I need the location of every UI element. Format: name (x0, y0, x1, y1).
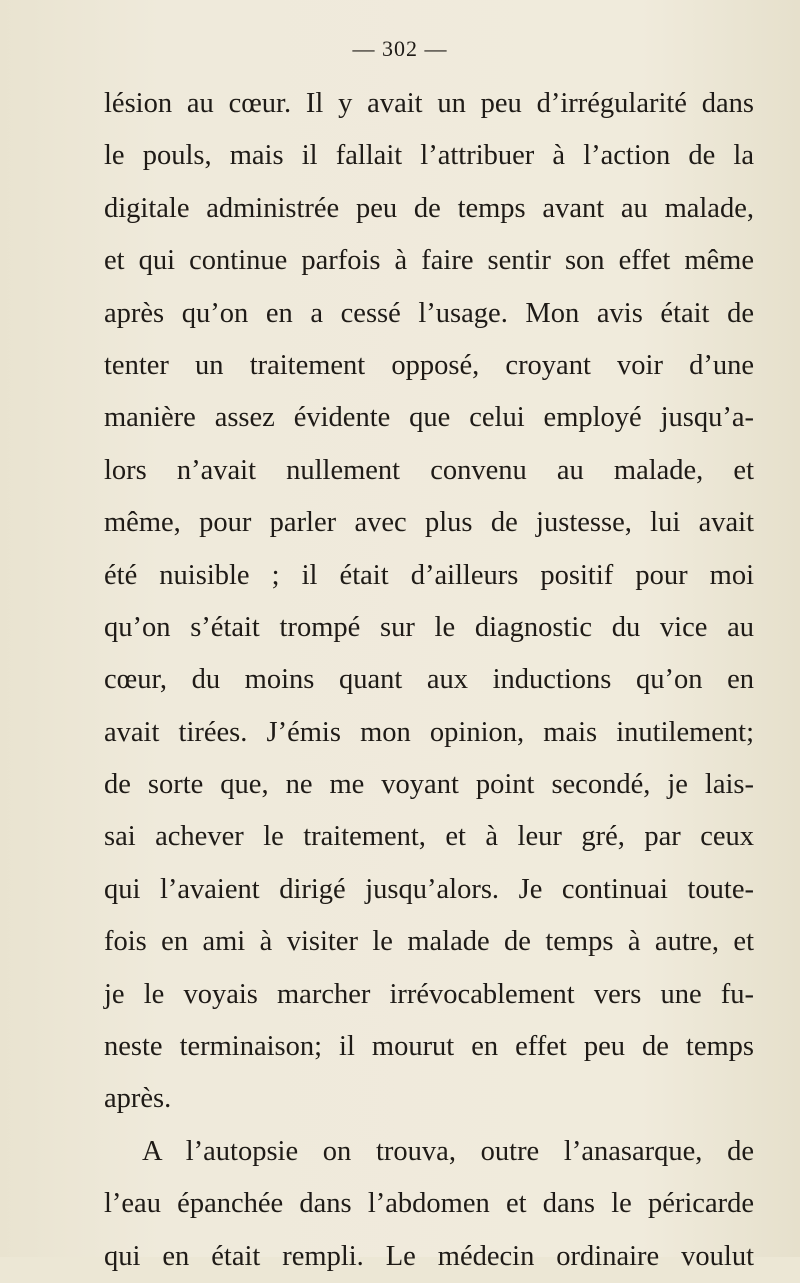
text-line: lésion au cœur. Il y avait un peu d’irrégularité dans (104, 88, 754, 119)
text-line: sai achever le traitement, et à leur gré, par ceux (104, 821, 754, 853)
text-line: été nuisible ; il était d’ailleurs positif pour moi (104, 559, 754, 591)
text-line: je le voyais marcher irrévocablement vers une fu- (104, 978, 754, 1010)
body-text (104, 78, 754, 1283)
text-line: manière assez évidente que celui employé jusqu’a- (104, 402, 754, 434)
text-line: le pouls, mais il fallait l’attribuer à l’action de la (104, 140, 754, 172)
text-line: cœur, du moins quant aux inductions qu’on en (104, 664, 754, 696)
text-line: avait tirées. J’émis mon opinion, mais inutilement; (104, 716, 754, 748)
text-line: et qui continue parfois à faire sentir son effet même (104, 245, 754, 277)
text-line: lors n’avait nullement convenu au malade, et (104, 454, 754, 486)
paragraph-start-line: A l’autopsie on trouva, outre l’anasarque, de (142, 1135, 754, 1167)
text-line: digitale administrée peu de temps avant au malade, (104, 192, 754, 224)
text-line: l’eau épanchée dans l’abdomen et dans le péricarde (104, 1188, 754, 1220)
text-line: qui en était rempli. Le médecin ordinaire voulut (104, 1240, 754, 1272)
page-number: — 302 — (352, 36, 448, 61)
text-line: qui l’avaient dirigé jusqu’alors. Je continuai toute- (104, 873, 754, 905)
text-line: tenter un traitement opposé, croyant voir d’une (104, 349, 754, 381)
text-line: de sorte que, ne me voyant point secondé, je lais- (104, 769, 754, 801)
text-line: qu’on s’était trompé sur le diagnostic du vice au (104, 611, 754, 643)
text-line: neste terminaison; il mourut en effet peu de temps (104, 1031, 754, 1063)
text-line: après qu’on en a cessé l’usage. Mon avis était de (104, 297, 754, 329)
text-line: fois en ami à visiter le malade de temps à autre, et (104, 926, 754, 958)
paragraph-end-line: après. (104, 1083, 172, 1115)
text-line: même, pour parler avec plus de justesse, lui avait (104, 507, 754, 539)
